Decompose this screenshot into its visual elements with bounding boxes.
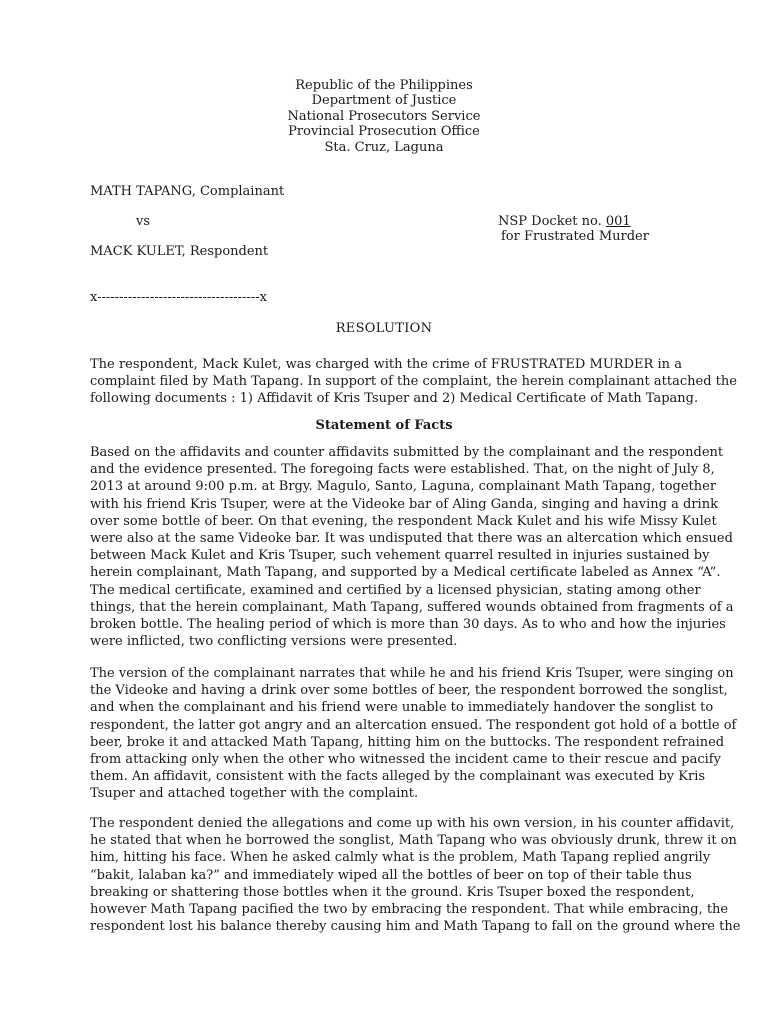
paragraph-line: The medical certificate, examined and certified by a licensed physician, stating among other — [90, 582, 701, 598]
paragraph-line: following documents : 1) Affidavit of Kris Tsuper and 2) Medical Certificate of Math Tapang. — [90, 391, 699, 407]
letterhead-line-service: National Prosecutors Service — [287, 108, 481, 124]
paragraph-line: The respondent denied the allegations and come up with his own version, in his counter affidavit, — [90, 816, 735, 831]
paragraph-line: herein complainant, Math Tapang, and supported by a Medical certificate labeled as Annex “A”. — [90, 565, 721, 581]
paragraph-line: breaking or shattering those bottles when it the ground. Kris Tsuper boxed the respondent, — [90, 884, 695, 900]
paragraph-line: “bakit, lalaban ka?” and immediately wiped all the bottles of beer on top of their table thus — [90, 867, 692, 883]
paragraph-line: Based on the affidavits and counter affidavits submitted by the complainant and the respondent — [90, 445, 724, 460]
versus-label: vs — [136, 214, 151, 229]
paragraph-line: and the evidence presented. The foregoing facts were established. That, on the night of July 8, — [90, 462, 715, 478]
paragraph-line: respondent, the latter got angry and an altercation ensued. The respondent got hold of a bottle of — [90, 717, 737, 733]
letterhead-line-department: Department of Justice — [311, 93, 457, 109]
paragraph-line: him, hitting his face. When he asked calmly what is the problem, Math Tapang replied angrily — [90, 850, 711, 866]
paragraph-line: and when the complainant and his friend were unable to immediately handover the songlist to — [90, 700, 714, 716]
docket-line — [498, 214, 631, 230]
paragraph-line: the Videoke and having a drink over some bottles of beer, the respondent borrowed the songlist, — [90, 683, 728, 699]
paragraph-line: he stated that when he borrowed the songlist, Math Tapang who was obviously drunk, threw it on — [90, 833, 737, 849]
complainant-caption: MATH TAPANG, Complainant — [90, 184, 285, 199]
intro-paragraph — [90, 356, 737, 408]
paragraph-line: them. An affidavit, consistent with the facts alleged by the complainant was executed by Kris — [90, 769, 706, 785]
respondent-version-paragraph — [90, 815, 741, 935]
paragraph-line: were inflicted, two conflicting versions were presented. — [90, 634, 458, 650]
paragraph-line: respondent lost his balance thereby causing him and Math Tapang to fall on the ground where the — [90, 919, 741, 935]
paragraph-line: over some bottle of beer. On that evening, the respondent Mack Kulet and his wife Missy Kulet — [90, 513, 717, 529]
caption-separator: x-------------------------------------x — [90, 290, 267, 305]
letterhead-line-republic: Republic of the Philippines — [295, 78, 473, 93]
complainant-version-paragraph — [90, 665, 737, 803]
paragraph-line: beer, broke it and attacked Math Tapang, hitting him on the buttocks. The respondent refrained — [90, 734, 725, 750]
paragraph-line: with his friend Kris Tsuper, were at the Videoke bar of Aling Ganda, singing and having a drink — [90, 496, 718, 512]
paragraph-line: The respondent, Mack Kulet, was charged with the crime of FRUSTRATED MURDER in a — [90, 357, 682, 372]
paragraph-line: complaint filed by Math Tapang. In support of the complaint, the herein complainant attached the — [90, 374, 737, 390]
docket-label: NSP Docket no. — [498, 214, 602, 229]
respondent-caption: MACK KULET, Respondent — [90, 244, 269, 259]
paragraph-line: between Mack Kulet and Kris Tsuper, such vehement quarrel resulted in injuries sustained by — [90, 548, 710, 564]
facts-paragraph — [90, 444, 734, 650]
paragraph-line: 2013 at around 9:00 p.m. at Brgy. Magulo, Santo, Laguna, complainant Math Tapang, together — [90, 479, 717, 495]
paragraph-line: Tsuper and attached together with the complaint. — [90, 786, 419, 802]
paragraph-line: were also at the same Videoke bar. It was undisputed that there was an altercation which ensued — [90, 531, 733, 547]
paragraph-line: from attacking only when the other who witnessed the incident came to their rescue and pacify — [90, 752, 721, 768]
charge-label: for Frustrated Murder — [501, 229, 649, 244]
paragraph-line: broken bottle. The healing period of which is more than 30 days. As to who and how the injuries — [90, 617, 726, 633]
letterhead — [0, 78, 768, 155]
letterhead-line-office: Provincial Prosecution Office — [288, 124, 480, 140]
paragraph-line: The version of the complainant narrates that while he and his friend Kris Tsuper, were singing on — [90, 666, 734, 681]
paragraph-line: however Math Tapang pacified the two by embracing the respondent. That while embracing, the — [90, 902, 729, 918]
paragraph-line: things, that the herein complainant, Math Tapang, suffered wounds obtained from fragments of a — [90, 599, 734, 615]
letterhead-line-location: Sta. Cruz, Laguna — [324, 139, 444, 155]
document-title: RESOLUTION — [335, 321, 433, 336]
section-heading-statement-of-facts: Statement of Facts — [315, 418, 453, 433]
docket-number: 001 — [605, 214, 631, 229]
